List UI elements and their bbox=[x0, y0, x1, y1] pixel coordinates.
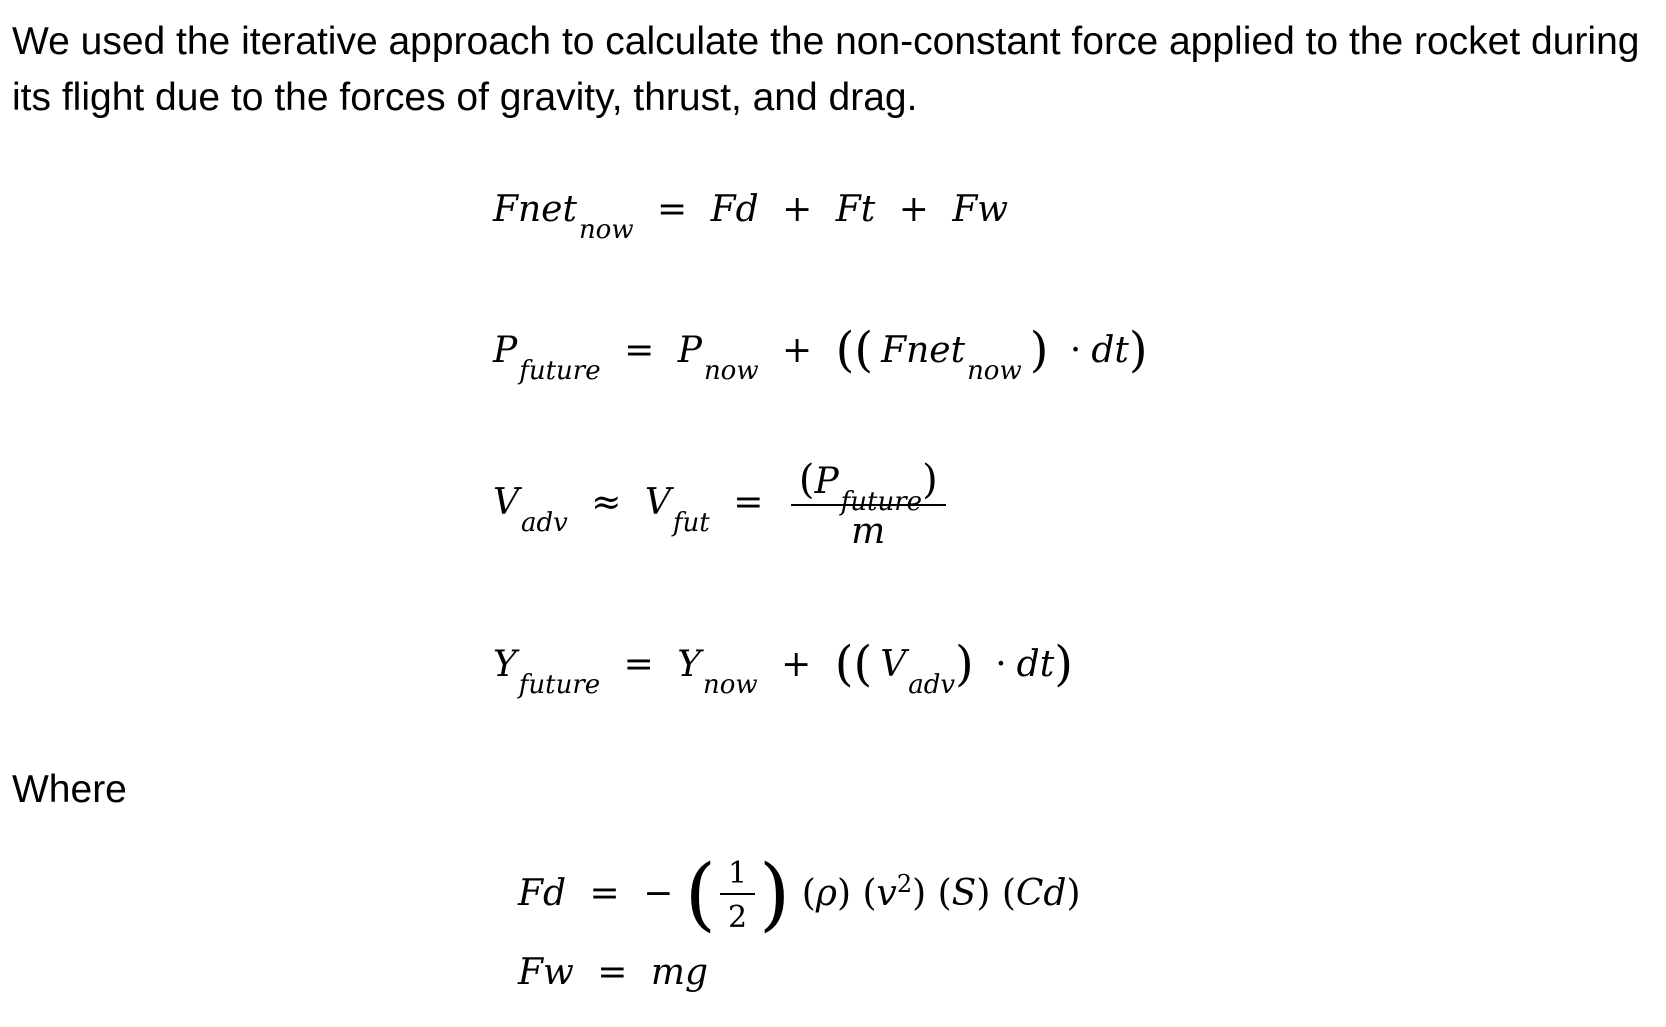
thrust-force-term: Ft bbox=[835, 189, 876, 230]
v-adv-symbol: V bbox=[493, 482, 519, 523]
fnet-symbol: Fnet bbox=[493, 189, 577, 230]
plus-sign: + bbox=[898, 189, 929, 230]
dot-operator: · bbox=[995, 644, 1007, 685]
v-fut-symbol: V bbox=[644, 482, 671, 523]
area-factor: (S) bbox=[937, 873, 991, 914]
velocity-equation bbox=[493, 457, 950, 552]
close-paren: ) bbox=[1029, 322, 1049, 378]
p-now-symbol: P bbox=[677, 330, 702, 371]
minus-sign: − bbox=[643, 873, 674, 914]
now-subscript: now bbox=[703, 670, 758, 700]
now-subscript: now bbox=[703, 356, 759, 386]
now-subscript: now bbox=[967, 356, 1022, 386]
momentum-equation bbox=[493, 322, 1148, 386]
y-now-symbol: Y bbox=[677, 644, 701, 685]
dt-symbol: dt bbox=[1091, 330, 1129, 371]
dot-operator: · bbox=[1069, 330, 1082, 371]
mg-term: mg bbox=[650, 952, 709, 993]
drag-force-term: Fd bbox=[710, 189, 759, 230]
rho-factor: (ρ) bbox=[801, 873, 851, 914]
p-future-symbol: P bbox=[493, 330, 518, 371]
close-paren: ) bbox=[1128, 322, 1148, 378]
fd-symbol: Fd bbox=[518, 873, 567, 914]
position-equation bbox=[493, 636, 1073, 700]
fraction-denominator: m bbox=[851, 511, 886, 552]
momentum-over-mass-fraction bbox=[791, 457, 946, 552]
y-future-symbol: Y bbox=[493, 644, 517, 685]
v-adv-symbol: V bbox=[880, 644, 907, 685]
plus-sign: + bbox=[781, 644, 812, 685]
dt-symbol: dt bbox=[1016, 644, 1055, 685]
equals-sign: = bbox=[623, 644, 654, 685]
velocity-squared-factor: $(v^2)$ bbox=[862, 870, 927, 914]
weight-force-term: Fw bbox=[952, 189, 1009, 230]
drag-coefficient-factor: (Cd) bbox=[1001, 873, 1081, 914]
fw-symbol: Fw bbox=[518, 952, 574, 993]
open-paren: (( bbox=[834, 636, 873, 692]
open-paren: (( bbox=[835, 322, 874, 378]
adv-subscript: adv bbox=[521, 508, 568, 538]
weight-equation bbox=[518, 952, 709, 993]
fnet-symbol: Fnet bbox=[881, 330, 966, 371]
intro-paragraph: We used the iterative approach to calculate the non-constant force applied to the rocket during its flight due to the forces of gravity, thrust, and drag. bbox=[12, 20, 1640, 119]
equals-sign: = bbox=[624, 330, 655, 371]
equals-sign: = bbox=[589, 873, 620, 914]
close-paren: ) bbox=[955, 636, 974, 692]
open-paren: ( bbox=[684, 847, 716, 940]
fut-subscript: fut bbox=[672, 508, 710, 538]
equals-sign: = bbox=[597, 952, 628, 993]
equals-sign: = bbox=[733, 482, 764, 523]
approx-sign: ≈ bbox=[591, 482, 622, 523]
one-half-fraction: $\frac{1}{2}$ bbox=[720, 859, 755, 933]
net-force-equation bbox=[493, 189, 1009, 245]
adv-subscript: adv bbox=[908, 670, 956, 700]
drag-force-equation bbox=[518, 838, 1081, 940]
plus-sign: + bbox=[782, 330, 813, 371]
close-paren: ) bbox=[759, 847, 791, 940]
equals-sign: = bbox=[657, 189, 688, 230]
future-subscript: future bbox=[518, 670, 601, 700]
fnet-subscript: now bbox=[578, 215, 634, 245]
future-subscript: future bbox=[519, 356, 601, 386]
where-label: Where bbox=[12, 768, 127, 811]
plus-sign: + bbox=[782, 189, 813, 230]
close-paren: ) bbox=[1054, 636, 1073, 692]
fraction-numerator: $(P_{future})$ bbox=[798, 457, 938, 517]
